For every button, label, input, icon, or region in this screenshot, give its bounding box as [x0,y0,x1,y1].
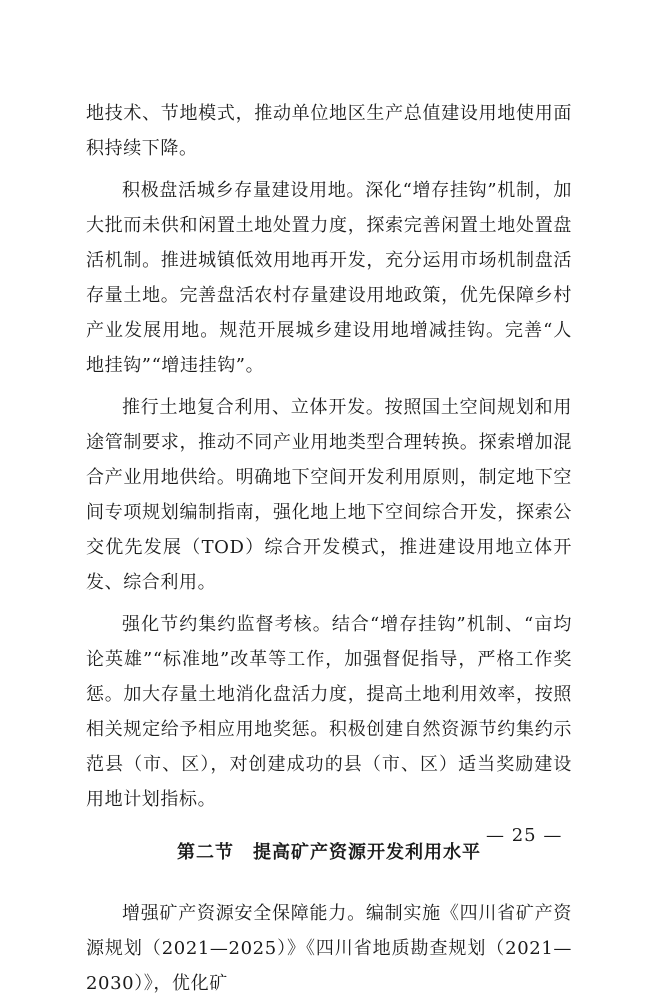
paragraph-compound-use: 推行土地复合利用、立体开发。按照国土空间规划和用途管制要求，推动不同产业用地类型合理转换。探索增加混合产业用地供给。明确地下空间开发利用原则，制定地下空间专项规划编制指南，强化地上地下空间综合开发，探索公交优先发展（TOD）综合开发模式，推进建设用地立体开发、综合利用。 [86,397,572,593]
page-number: — 25 — [486,825,563,846]
body-text [86,96,572,1008]
section-heading: 第二节 提高矿产资源开发利用水平 [177,842,481,863]
paragraph-supervision: 强化节约集约监督考核。结合“增存挂钩”机制、“亩均论英雄”“标准地”改革等工作，加强督促指导，严格工作奖惩。加大存量土地消化盘活力度，提高土地利用效率，按照相关规定给予相应用地奖惩。积极创建自然资源节约集约示范县（市、区），对创建成功的县（市、区）适当奖励建设用地计划指标。 [86,614,572,810]
paragraph-continuation: 地技术、节地模式，推动单位地区生产总值建设用地使用面积持续下降。 [86,103,572,159]
paragraph-mineral-security: 增强矿产资源安全保障能力。编制实施《四川省矿产资源规划（2021—2025）》《四川省地质勘查规划（2021—2030）》，优化矿 [86,903,572,994]
paragraph-revitalize-land: 积极盘活城乡存量建设用地。深化“增存挂钩”机制，加大批而未供和闲置土地处置力度，探索完善闲置土地处置盘活机制。推进城镇低效用地再开发，充分运用市场机制盘活存量土地。完善盘活农村存量建设用地政策，优先保障乡村产业发展用地。规范开展城乡建设用地增减挂钩。完善“人地挂钩”“增违挂钩”。 [86,180,572,376]
